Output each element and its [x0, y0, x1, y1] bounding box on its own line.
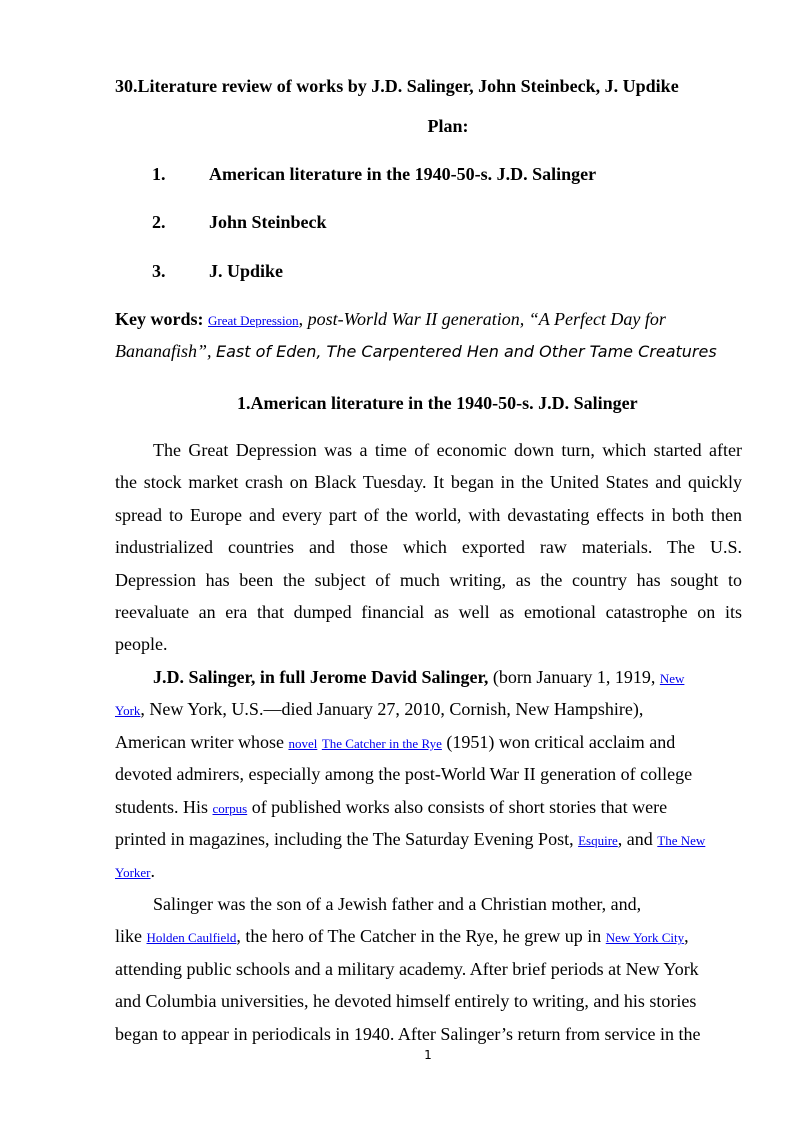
plan-item-number: 1.	[152, 164, 166, 184]
paragraph-line	[115, 693, 742, 725]
text-run: of published works also consists of short stories that were	[247, 796, 668, 817]
paragraph-line	[115, 855, 742, 887]
link-holden-caulfield[interactable]: Holden Caulfield	[146, 930, 237, 946]
paragraph-line	[115, 726, 742, 758]
plan-item-text: J. Updike	[209, 261, 284, 281]
link-the-new-yorker-cont[interactable]: Yorker	[115, 865, 151, 881]
text-run: , and	[617, 828, 658, 849]
text-run: , the hero of The Catcher in the Rye, he grew up in	[236, 926, 606, 947]
text-run: ,	[684, 926, 689, 947]
paragraph-2	[115, 661, 742, 888]
paragraph-line: The Great Depression was a time of economic down turn, which started after	[153, 440, 742, 460]
link-great-depression[interactable]: Great Depression	[208, 313, 299, 328]
paragraph-line	[115, 661, 742, 693]
plan-item	[152, 212, 327, 233]
salinger-bold-lead: J.D. Salinger, in full Jerome David Salinger,	[153, 667, 489, 687]
paragraph-line: the stock market crash on Black Tuesday. It began in the United States and quickly	[115, 472, 742, 493]
paragraph-1	[115, 434, 742, 661]
paragraph-line: people.	[115, 634, 168, 655]
plan-label: Plan:	[427, 116, 469, 136]
section-heading: 1.American literature in the 1940-50-s. J.D. Salinger	[237, 393, 638, 413]
link-catcher-in-the-rye[interactable]: The Catcher in the Rye	[321, 735, 442, 751]
text-run: printed in magazines, including the The Saturday Evening Post,	[115, 828, 579, 849]
paragraph-line: began to appear in periodicals in 1940. After Salinger’s return from service in the	[115, 1023, 701, 1044]
text-run: American writer whose	[115, 731, 289, 752]
text-run: students. His	[115, 796, 213, 817]
paragraph-line: industrialized countries and those which exported raw materials. The U.S.	[115, 537, 742, 558]
link-corpus[interactable]: corpus	[212, 800, 248, 816]
paragraph-line: Depression has been the subject of much writing, as the country has sought to	[115, 569, 742, 590]
paragraph-line	[115, 823, 742, 855]
text-run: , New York, U.S.—died January 27, 2010, Cornish, New Hampshire),	[140, 699, 644, 720]
text-run: (born January 1, 1919,	[488, 667, 660, 687]
paragraph-line: spread to Europe and every part of the world, with devastating effects in both then	[115, 504, 742, 525]
plan-item-text: John Steinbeck	[209, 212, 327, 232]
plan-item	[152, 164, 596, 185]
paragraph-line	[115, 920, 742, 952]
keywords-line-2	[115, 341, 717, 362]
keywords-line-1	[115, 309, 666, 330]
keywords-italic-1: post-World War II generation, “A Perfect Day for	[307, 309, 666, 329]
keywords-italic-2a: Bananafish”,	[115, 341, 217, 361]
paragraph-3	[115, 888, 742, 1050]
link-novel[interactable]: novel	[288, 735, 318, 751]
keywords-separator: ,	[298, 309, 308, 329]
document-title: 30.Literature review of works by J.D. Salinger, John Steinbeck, J. Updike	[115, 76, 679, 96]
paragraph-line: and Columbia universities, he devoted himself entirely to writing, and his stories	[115, 991, 697, 1012]
paragraph-line	[115, 791, 742, 823]
paragraph-line: devoted admirers, especially among the post-World War II generation of college	[115, 764, 693, 785]
plan-item-number: 3.	[152, 261, 166, 281]
text-run: like	[115, 926, 147, 947]
paragraph-line: reevaluate an era that dumped financial as well as emotional catastrophe on its	[115, 601, 742, 622]
link-new-york[interactable]: New	[659, 671, 685, 686]
keywords-label: Key words:	[115, 309, 204, 329]
plan-item-number: 2.	[152, 212, 166, 232]
text-run: .	[150, 861, 156, 882]
keywords-italic-2b: East of Eden, The Carpentered Hen and Other Tame Creatures	[216, 342, 717, 361]
link-esquire[interactable]: Esquire	[578, 832, 618, 848]
page-number: 1	[424, 1048, 432, 1062]
paragraph-line: Salinger was the son of a Jewish father and a Christian mother, and,	[153, 894, 642, 914]
link-new-york-city[interactable]: New York City	[605, 930, 685, 946]
paragraph-line: attending public schools and a military academy. After brief periods at New York	[115, 958, 699, 979]
plan-item-text: American literature in the 1940-50-s. J.D. Salinger	[209, 164, 597, 184]
link-the-new-yorker[interactable]: The New	[657, 832, 706, 848]
link-new-york-cont[interactable]: York	[115, 703, 141, 719]
text-run: (1951) won critical acclaim and	[441, 731, 676, 752]
plan-item	[152, 261, 283, 282]
